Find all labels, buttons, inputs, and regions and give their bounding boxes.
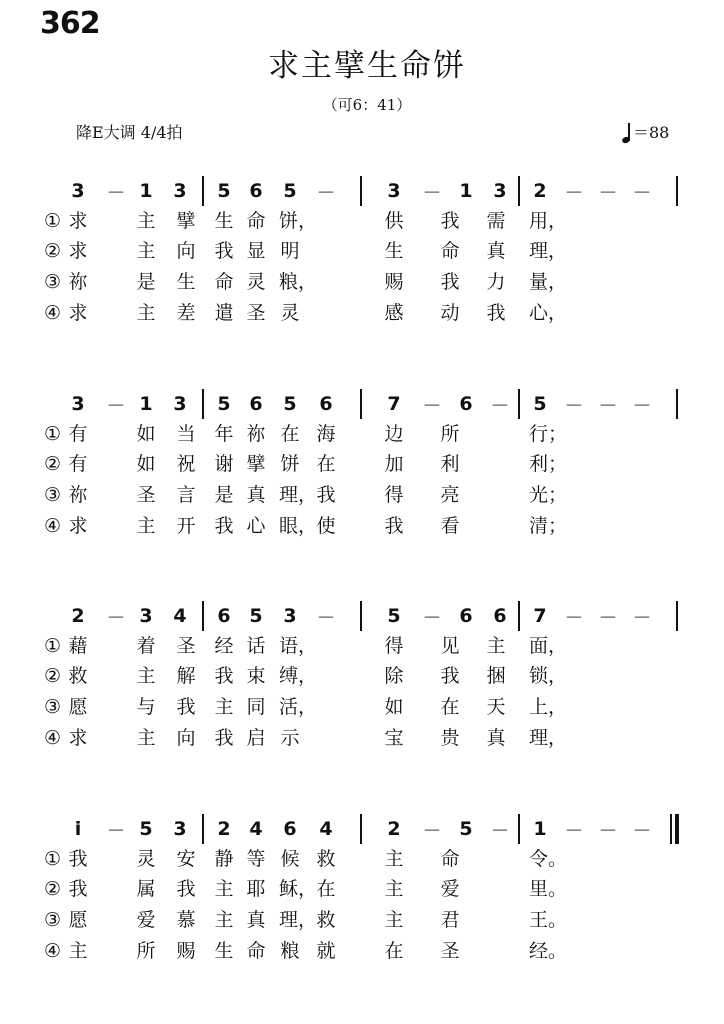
lyric-char: 我 [440,665,460,687]
lyric-char: 理， [529,240,568,262]
note: 6 [283,818,297,840]
lyric-char: 上， [529,696,568,718]
note: 3 [493,180,507,202]
lyric-char: 慕 [176,909,196,931]
extension-dash: － [564,819,584,842]
verse-number: ④ [44,940,62,962]
quarter-note-icon [622,121,631,143]
lyric-char: 锁， [529,665,568,687]
lyric-char: 是 [136,271,156,293]
lyric-char: 祢 [68,484,88,506]
lyric-char: 我 [214,515,234,537]
note: 6 [493,605,507,627]
lyric-char: 我 [68,848,88,870]
lyric-row [0,906,724,934]
lyric-char: 如 [384,696,404,718]
lyric-char: 缚， [279,665,318,687]
lyric-char: 在 [316,878,336,900]
final-barline [670,814,672,844]
note: 2 [533,180,547,202]
barline [202,814,204,844]
note: 7 [533,605,547,627]
extension-dash: － [598,394,618,417]
extension-dash: － [106,819,126,842]
barline [676,176,678,206]
lyric-char: 安 [176,848,196,870]
lyric-char: 年 [214,423,234,445]
lyric-char: 力 [486,271,506,293]
extension-dash: － [490,394,510,417]
notation-line [0,386,724,422]
lyric-char: 主 [214,696,234,718]
lyric-char: 令。 [529,848,568,870]
lyric-char: 需 [486,210,506,232]
verse-number: ① [44,635,62,657]
barline [360,389,362,419]
lyric-char: 君 [440,909,460,931]
lyric-char: 话 [246,635,266,657]
extension-dash: － [490,819,510,842]
note: 6 [459,393,473,415]
lyric-char: 我 [214,665,234,687]
lyric-char: 如 [136,453,156,475]
lyric-char: 行； [529,423,568,445]
key-and-meter: 降E大调 4/4拍 [76,123,183,142]
lyric-char: 供 [384,210,404,232]
verse-number: ② [44,240,62,262]
lyric-char: 主 [486,635,506,657]
lyric-char: 真 [246,484,266,506]
verse-number: ② [44,878,62,900]
lyric-char: 在 [440,696,460,718]
barline [518,601,520,631]
lyric-char: 量， [529,271,568,293]
lyric-char: 看 [440,515,460,537]
lyric-char: 主 [136,665,156,687]
note: 5 [217,393,231,415]
verse-number: ③ [44,909,62,931]
lyric-row [0,268,724,296]
lyric-char: 着 [136,635,156,657]
lyric-char: 圣 [246,302,266,324]
note: 2 [71,605,85,627]
note: 4 [249,818,263,840]
barline [202,601,204,631]
note: 6 [217,605,231,627]
lyric-char: 利； [529,453,568,475]
lyric-char: 经。 [529,940,568,962]
extension-dash: － [422,606,442,629]
lyric-char: 主 [384,878,404,900]
lyric-char: 主 [136,302,156,324]
lyric-char: 祢 [246,423,266,445]
lyric-char: 向 [176,240,196,262]
lyric-char: 我 [440,210,460,232]
final-barline-thick [675,814,679,844]
lyric-char: 在 [280,423,300,445]
lyric-char: 海 [316,423,336,445]
lyric-char: 灵 [280,302,300,324]
notation-line [0,811,724,847]
lyric-char: 明 [280,240,300,262]
note: 3 [387,180,401,202]
lyric-char: 理， [529,727,568,749]
lyric-char: 祝 [176,453,196,475]
lyric-char: 边 [384,423,404,445]
lyric-char: 除 [384,665,404,687]
barline [360,176,362,206]
lyric-char: 主 [214,878,234,900]
lyric-char: 静 [214,848,234,870]
lyric-char: 等 [246,848,266,870]
lyric-char: 粮 [280,940,300,962]
lyric-char: 示 [280,727,300,749]
barline [202,176,204,206]
tempo-marking [622,120,669,143]
lyric-char: 在 [384,940,404,962]
lyric-char: 耶 [246,878,266,900]
lyric-char: 当 [176,423,196,445]
barline [360,601,362,631]
lyric-char: 差 [176,302,196,324]
extension-dash: － [316,181,336,204]
lyric-char: 同 [246,696,266,718]
lyric-row [0,662,724,690]
lyric-char: 开 [176,515,196,537]
lyric-char: 我 [384,515,404,537]
lyric-row [0,299,724,327]
note: 4 [319,818,333,840]
note: 5 [249,605,263,627]
note: 3 [71,180,85,202]
lyric-char: 语， [279,635,318,657]
lyric-char: 赐 [384,271,404,293]
extension-dash: － [106,394,126,417]
lyric-char: 粮， [279,271,318,293]
lyric-char: 使 [316,515,336,537]
tempo-value: ＝88 [633,123,670,142]
lyric-char: 就 [316,940,336,962]
lyric-char: 命 [246,210,266,232]
note: 3 [173,393,187,415]
lyric-char: 我 [316,484,336,506]
lyric-char: 有 [68,423,88,445]
lyric-char: 生 [384,240,404,262]
extension-dash: － [632,606,652,629]
lyric-char: 求 [68,727,88,749]
verse-number: ③ [44,271,62,293]
lyric-char: 我 [176,878,196,900]
lyric-row [0,632,724,660]
lyric-row [0,450,724,478]
lyric-row [0,724,724,752]
lyric-char: 是 [214,484,234,506]
hymn-number: 362 [40,6,100,41]
note: 1 [459,180,473,202]
lyric-char: 求 [68,240,88,262]
lyric-char: 求 [68,302,88,324]
lyric-char: 得 [384,635,404,657]
barline [518,389,520,419]
verse-number: ④ [44,727,62,749]
lyric-char: 真 [486,727,506,749]
lyric-char: 遣 [214,302,234,324]
note: 5 [459,818,473,840]
lyric-char: 我 [214,727,234,749]
lyric-char: 我 [68,878,88,900]
lyric-char: 圣 [176,635,196,657]
lyric-char: 真 [246,909,266,931]
lyric-char: 命 [440,240,460,262]
note: 2 [217,818,231,840]
lyric-char: 如 [136,423,156,445]
lyric-char: 赐 [176,940,196,962]
lyric-char: 救 [316,848,336,870]
lyric-char: 有 [68,453,88,475]
note: 3 [173,818,187,840]
lyric-char: 命 [246,940,266,962]
lyric-char: 我 [440,271,460,293]
lyric-char: 所 [440,423,460,445]
extension-dash: － [106,181,126,204]
lyric-char: 感 [384,302,404,324]
extension-dash: － [598,606,618,629]
lyric-char: 面， [529,635,568,657]
extension-dash: － [632,819,652,842]
barline [518,176,520,206]
lyric-char: 主 [136,515,156,537]
note: 5 [217,180,231,202]
note: 3 [283,605,297,627]
lyric-char: 经 [214,635,234,657]
verse-number: ② [44,665,62,687]
barline [676,601,678,631]
lyric-char: 主 [136,727,156,749]
lyric-char: 稣， [279,878,318,900]
lyric-char: 救 [316,909,336,931]
verse-number: ① [44,848,62,870]
lyric-char: 天 [486,696,506,718]
lyric-char: 言 [176,484,196,506]
lyric-char: 光； [529,484,568,506]
lyric-char: 加 [384,453,404,475]
lyric-char: 理， [279,484,318,506]
lyric-row [0,845,724,873]
lyric-row [0,420,724,448]
extension-dash: － [564,606,584,629]
lyric-char: 祢 [68,271,88,293]
lyric-char: 爱 [440,878,460,900]
lyric-char: 擘 [246,453,266,475]
lyric-char: 灵 [136,848,156,870]
lyric-char: 在 [316,453,336,475]
lyric-char: 理， [279,909,318,931]
lyric-char: 启 [246,727,266,749]
lyric-char: 生 [214,940,234,962]
note: 3 [173,180,187,202]
lyric-char: 利 [440,453,460,475]
lyric-char: 圣 [136,484,156,506]
lyric-char: 主 [136,210,156,232]
note: 4 [173,605,187,627]
note: 6 [459,605,473,627]
lyric-char: 生 [214,210,234,232]
lyric-char: 藉 [68,635,88,657]
verse-number: ① [44,423,62,445]
barline [676,389,678,419]
extension-dash: － [632,394,652,417]
extension-dash: － [598,181,618,204]
lyric-char: 王。 [529,909,568,931]
lyric-char: 与 [136,696,156,718]
lyric-char: 求 [68,515,88,537]
lyric-row [0,237,724,265]
lyric-char: 属 [136,878,156,900]
hymn-title: 求主擘生命饼 [268,48,466,84]
lyric-char: 贵 [440,727,460,749]
lyric-char: 主 [68,940,88,962]
note: 6 [249,393,263,415]
lyric-char: 主 [214,909,234,931]
lyric-char: 求 [68,210,88,232]
lyric-row [0,481,724,509]
lyric-char: 饼， [279,210,318,232]
barline [518,814,520,844]
verse-number: ④ [44,302,62,324]
note: 1 [139,393,153,415]
lyric-char: 亮 [440,484,460,506]
lyric-char: 愿 [68,909,88,931]
barline [360,814,362,844]
lyric-char: 清； [529,515,568,537]
note: 7 [387,393,401,415]
lyric-char: 束 [246,665,266,687]
lyric-char: 眼， [279,515,318,537]
lyric-char: 心， [529,302,568,324]
lyric-char: 愿 [68,696,88,718]
lyric-char: 见 [440,635,460,657]
extension-dash: － [598,819,618,842]
lyric-char: 谢 [214,453,234,475]
lyric-char: 所 [136,940,156,962]
note: 6 [249,180,263,202]
lyric-char: 心 [246,515,266,537]
note: 5 [283,180,297,202]
lyric-char: 主 [384,909,404,931]
lyric-char: 用， [529,210,568,232]
lyric-char: 显 [246,240,266,262]
lyric-char: 我 [486,302,506,324]
lyric-char: 饼 [280,453,300,475]
verse-number: ③ [44,696,62,718]
barline [202,389,204,419]
note: 2 [387,818,401,840]
lyric-char: 我 [176,696,196,718]
lyric-row [0,693,724,721]
extension-dash: － [564,394,584,417]
lyric-char: 圣 [440,940,460,962]
note: i [74,818,82,840]
note: 3 [139,605,153,627]
verse-number: ④ [44,515,62,537]
lyric-char: 宝 [384,727,404,749]
lyric-char: 主 [384,848,404,870]
lyric-char: 向 [176,727,196,749]
lyric-char: 得 [384,484,404,506]
lyric-row [0,207,724,235]
note: 6 [319,393,333,415]
lyric-char: 灵 [246,271,266,293]
lyric-char: 命 [440,848,460,870]
note: 3 [71,393,85,415]
extension-dash: － [564,181,584,204]
extension-dash: － [422,181,442,204]
lyric-row [0,512,724,540]
extension-dash: － [316,606,336,629]
note: 5 [387,605,401,627]
lyric-char: 救 [68,665,88,687]
verse-number: ② [44,453,62,475]
scripture-reference: （可6：41） [322,96,412,114]
lyric-char: 真 [486,240,506,262]
note: 5 [139,818,153,840]
extension-dash: － [632,181,652,204]
extension-dash: － [422,819,442,842]
lyric-char: 生 [176,271,196,293]
lyric-char: 爱 [136,909,156,931]
lyric-char: 命 [214,271,234,293]
lyric-char: 主 [136,240,156,262]
lyric-char: 捆 [486,665,506,687]
lyric-char: 动 [440,302,460,324]
verse-number: ① [44,210,62,232]
lyric-row [0,875,724,903]
extension-dash: － [106,606,126,629]
note: 5 [283,393,297,415]
lyric-char: 里。 [529,878,568,900]
lyric-char: 我 [214,240,234,262]
lyric-char: 活， [279,696,318,718]
lyric-char: 解 [176,665,196,687]
note: 1 [139,180,153,202]
verse-number: ③ [44,484,62,506]
note: 5 [533,393,547,415]
extension-dash: － [422,394,442,417]
lyric-row [0,937,724,965]
notation-line [0,173,724,209]
lyric-char: 擘 [176,210,196,232]
lyric-char: 候 [280,848,300,870]
notation-line [0,598,724,634]
note: 1 [533,818,547,840]
